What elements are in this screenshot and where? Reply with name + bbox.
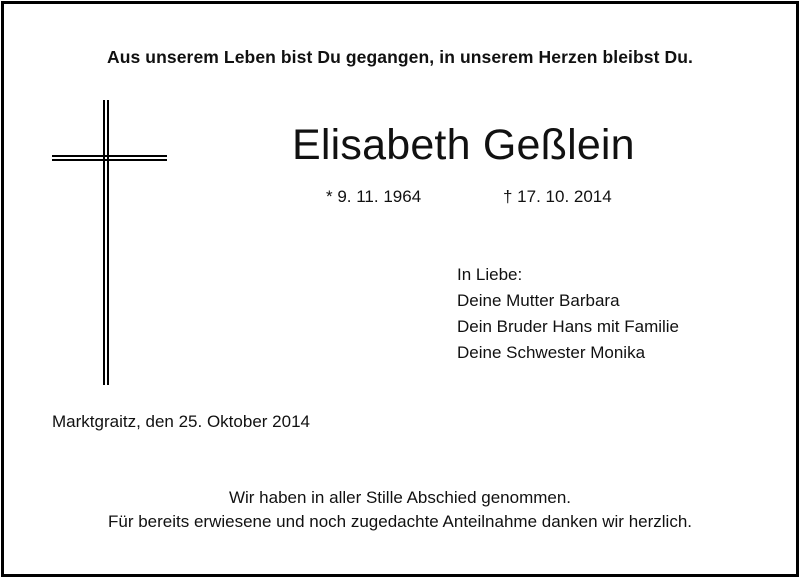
- mourners-heading: In Liebe:: [457, 265, 523, 284]
- mourner-item: Deine Schwester Monika: [457, 343, 646, 362]
- cross-icon: [52, 100, 167, 385]
- closing-line: Wir haben in aller Stille Abschied genommen.: [228, 488, 572, 507]
- closing-text: [0, 486, 800, 534]
- mourners-list: [457, 262, 679, 366]
- mourner-item: Dein Bruder Hans mit Familie: [457, 317, 680, 336]
- death-date: † 17. 10. 2014: [503, 187, 612, 206]
- mourner-item: Deine Mutter Barbara: [457, 291, 620, 310]
- place-and-date: Marktgraitz, den 25. Oktober 2014: [52, 412, 310, 431]
- motto-line: Aus unserem Leben bist Du gegangen, in unserem Herzen bleibst Du.: [106, 47, 694, 67]
- closing-line: Für bereits erwiesene und noch zugedachte Anteilnahme danken wir herzlich.: [107, 512, 692, 531]
- birth-date: * 9. 11. 1964: [326, 187, 422, 206]
- deceased-name: Elisabeth Geßlein: [292, 121, 635, 169]
